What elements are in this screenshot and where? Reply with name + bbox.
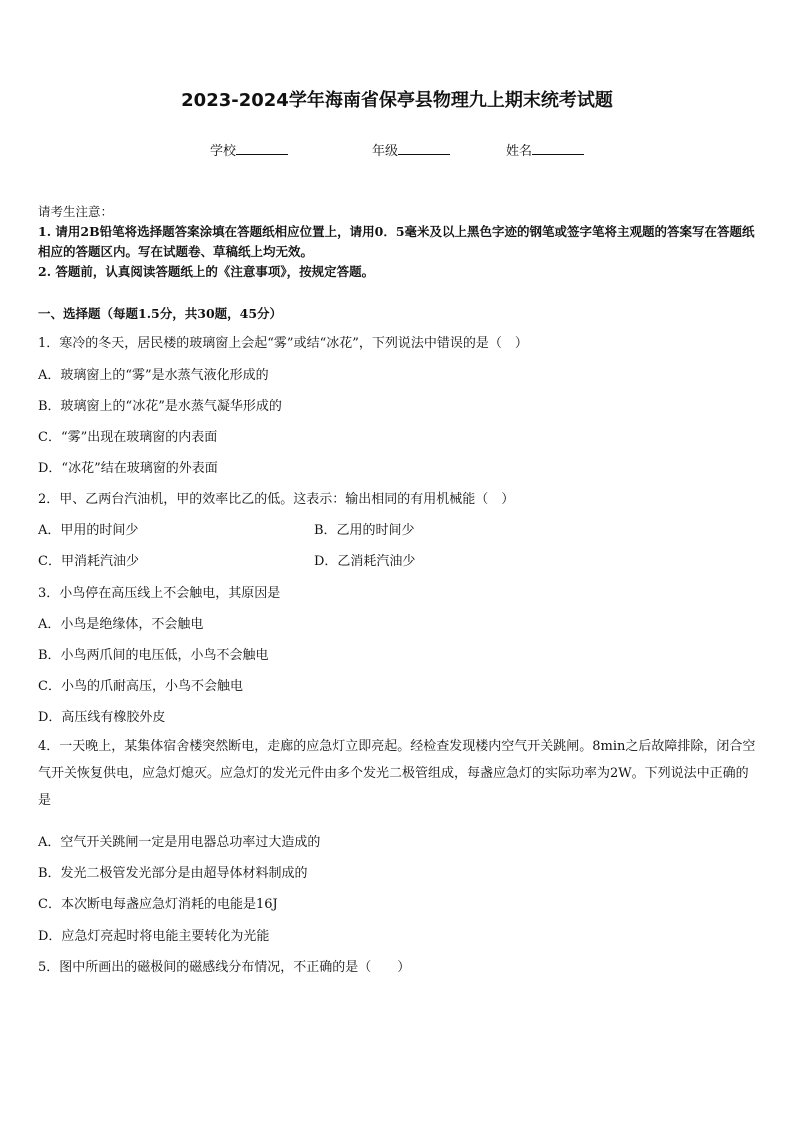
exam-notice — [38, 202, 758, 282]
question-1-option-b: B．玻璃窗上的“冰花”是水蒸气凝华形成的 — [38, 399, 282, 414]
school-blank — [236, 142, 288, 155]
question-2-option-d: D．乙消耗汽油少 — [314, 554, 416, 569]
student-info-row — [0, 140, 794, 160]
school-label: 学校 — [210, 144, 237, 159]
question-5-stem: 5．图中所画出的磁极间的磁感线分布情况，不正确的是（ ） — [38, 960, 411, 975]
question-3-option-b: B．小鸟两爪间的电压低，小鸟不会触电 — [38, 648, 269, 663]
question-4-option-a: A．空气开关跳闸一定是用电器总功率过大造成的 — [38, 835, 321, 850]
name-blank — [532, 142, 584, 155]
notice-heading: 请考生注意： — [38, 204, 114, 219]
section-heading: 一、选择题（每题1.5分，共30题，45分） — [38, 306, 283, 321]
question-2-option-b: B．乙用的时间少 — [314, 523, 415, 538]
notice-item-2: 2. 答题前，认真阅读答题纸上的《注意事项》，按规定答题。 — [38, 264, 375, 279]
question-4-stem: 4．一天晚上，某集体宿舍楼突然断电，走廊的应急灯立即亮起。经检查发现楼内空气开关跳闸。8min之后故障排除，闭合空气开关恢复供电，应急灯熄灭。应急灯的发光元件由多个发光二极管组成，每盏应急灯的实际功率为2W。下列说法中正确的是 — [38, 739, 756, 808]
question-2-stem: 2．甲、乙两台汽油机，甲的效率比乙的低。这表示：输出相同的有用机械能（ ） — [38, 492, 515, 507]
question-3-stem: 3．小鸟停在高压线上不会触电，其原因是 — [38, 586, 281, 601]
question-4-option-c: C．本次断电每盏应急灯消耗的电能是16J — [38, 897, 278, 912]
question-2-option-a: A．甲用的时间少 — [38, 523, 139, 538]
question-3-option-d: D．高压线有橡胶外皮 — [38, 710, 166, 725]
grade-label: 年级 — [372, 144, 399, 159]
name-label: 姓名 — [506, 144, 533, 159]
question-3-option-a: A．小鸟是绝缘体，不会触电 — [38, 617, 204, 632]
question-1-option-a: A．玻璃窗上的“雾”是水蒸气液化形成的 — [38, 368, 269, 383]
question-4-option-d: D．应急灯亮起时将电能主要转化为光能 — [38, 929, 270, 944]
question-2-option-c: C．甲消耗汽油少 — [38, 554, 139, 569]
question-1-option-d: D．“冰花”结在玻璃窗的外表面 — [38, 461, 218, 476]
question-4-option-b: B．发光二极管发光部分是由超导体材料制成的 — [38, 866, 308, 881]
school-field — [210, 140, 288, 159]
grade-field — [372, 140, 450, 159]
question-1-stem: 1．寒冷的冬天，居民楼的玻璃窗上会起“雾”或结“冰花”，下列说法中错误的是（ ） — [38, 336, 528, 351]
exam-title: 2023-2024学年海南省保亭县物理九上期末统考试题 — [181, 90, 613, 111]
grade-blank — [398, 142, 450, 155]
question-1-option-c: C．“雾”出现在玻璃窗的内表面 — [38, 430, 218, 445]
notice-item-1: 1. 请用2B铅笔将选择题答案涂填在答题纸相应位置上，请用0．5毫米及以上黑色字迹的钢笔或签字笔将主观题的答案写在答题纸相应的答题区内。写在试题卷、草稿纸上均无效。 — [38, 224, 755, 259]
question-3-option-c: C．小鸟的爪耐高压，小鸟不会触电 — [38, 679, 243, 694]
name-field — [506, 140, 584, 159]
